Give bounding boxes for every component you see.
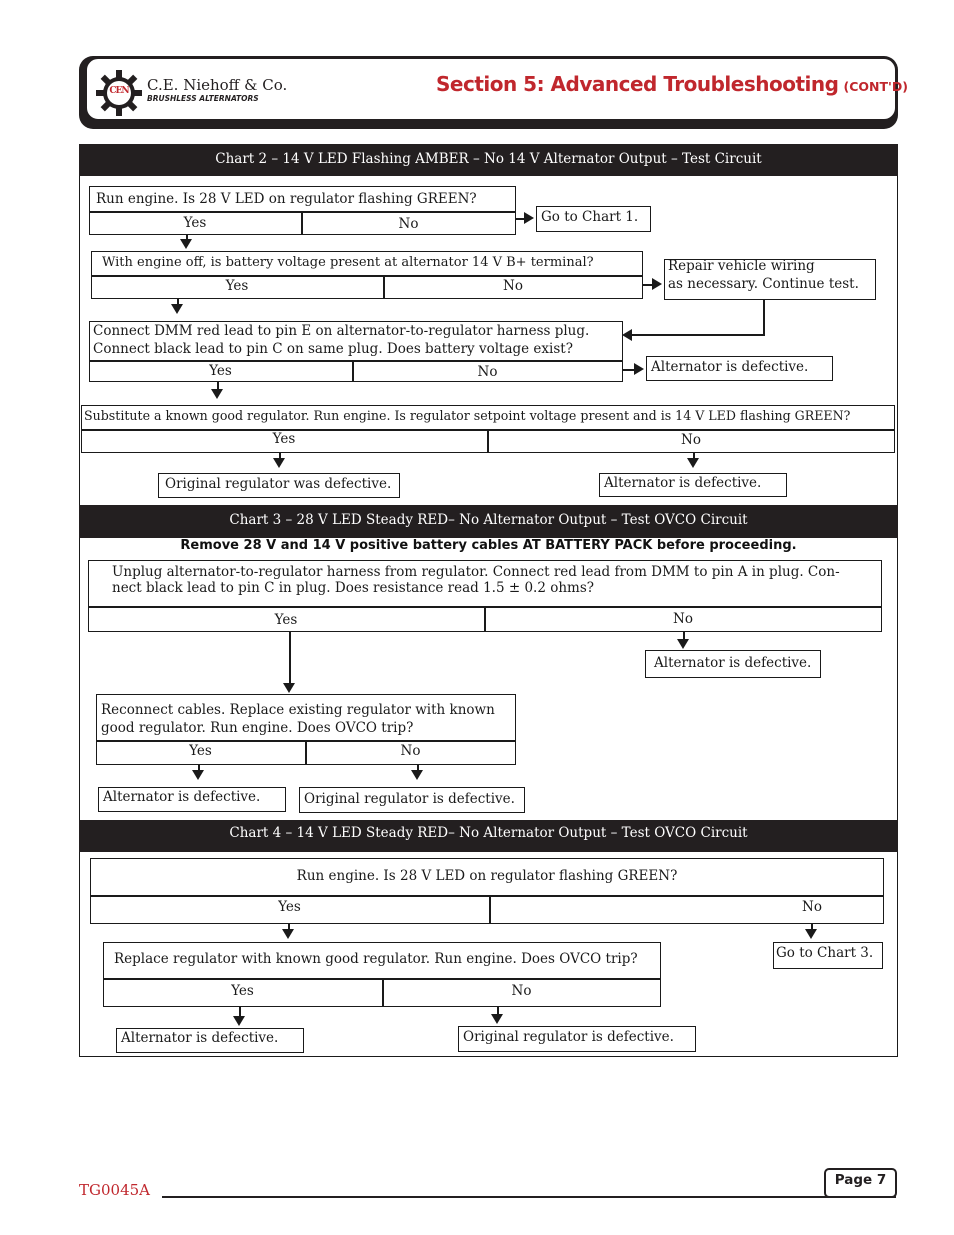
chart3-q1-line1: Unplug alternator-to-regulator harness from regulator. Connect red lead from DMM to pin A in plug. Con- (112, 564, 840, 580)
chart2-q1-yes: Yes (183, 215, 207, 231)
chart3-title: Chart 3 – 28 V LED Steady RED– No Alternator Output – Test OVCO Circuit (79, 505, 898, 538)
chart2-q4-yes: Yes (272, 431, 296, 447)
chart3-alt-defective-2-text: Alternator is defective. (103, 789, 261, 805)
chart4-q1-yes: Yes (278, 899, 301, 915)
chart2-alt-defective-2-text: Alternator is defective. (604, 475, 762, 491)
chart2-q2-yes: Yes (225, 278, 249, 294)
section-suffix: (CONT'D) (843, 79, 908, 94)
chart2-repair-line2: as necessary. Continue test. (668, 276, 859, 292)
page-number: Page 7 (834, 1172, 887, 1188)
chart3-q1-no: No (673, 611, 693, 627)
logo-letters: CEN (109, 86, 129, 96)
chart3-q2-yes: Yes (189, 743, 212, 759)
section-title-wrap (436, 72, 908, 96)
chart3-q2-no: No (400, 743, 421, 759)
chart2-q3-yes: Yes (209, 363, 232, 379)
chart4-q1-text: Run engine. Is 28 V LED on regulator flashing GREEN? (296, 868, 678, 884)
company-tagline: BRUSHLESS ALTERNATORS (147, 94, 259, 103)
chart2-repair-line1: Repair vehicle wiring (668, 258, 815, 274)
chart4-q2-text: Replace regulator with known good regulator. Run engine. Does OVCO trip? (114, 951, 638, 967)
chart2-q1-no: No (398, 216, 419, 232)
chart2-q2-no: No (503, 278, 523, 294)
chart4-orig-reg-text: Original regulator is defective. (463, 1029, 674, 1045)
chart4-frame (79, 820, 898, 1057)
chart3-orig-reg-text: Original regulator is defective. (304, 791, 515, 807)
chart2-q4-no: No (681, 432, 701, 448)
doc-id: TG0045A (79, 1181, 150, 1199)
chart4-q2-yes: Yes (231, 983, 254, 999)
chart2-q3-no: No (477, 364, 498, 380)
chart2-q2-text: With engine off, is battery voltage present at alternator 14 V B+ terminal? (102, 255, 594, 270)
chart3-q2-line2: good regulator. Run engine. Does OVCO trip? (101, 720, 414, 736)
chart2-alt-defective-1-text: Alternator is defective. (651, 359, 809, 375)
chart4-q1-no: No (802, 899, 822, 915)
chart2-goto-chart1-text: Go to Chart 1. (541, 209, 639, 225)
chart2-q1-text: Run engine. Is 28 V LED on regulator flashing GREEN? (96, 191, 477, 207)
section-title: Section 5: Advanced Troubleshooting (436, 72, 839, 96)
chart4-title: Chart 4 – 14 V LED Steady RED– No Alternator Output – Test OVCO Circuit (79, 820, 898, 852)
chart3-q1-yes: Yes (274, 612, 298, 628)
chart4-alt-defective-text: Alternator is defective. (121, 1030, 279, 1046)
company-name: C.E. Niehoff & Co. (147, 76, 288, 94)
chart4-q2-no: No (511, 983, 532, 999)
chart3-alt-defective-1-text: Alternator is defective. (654, 655, 812, 671)
chart2-orig-reg-was-text: Original regulator was defective. (165, 476, 392, 492)
chart4-goto-chart3-text: Go to Chart 3. (776, 945, 874, 961)
chart3-q1-line2: nect black lead to pin C in plug. Does resistance read 1.5 ± 0.2 ohms? (112, 580, 595, 596)
chart3-note: Remove 28 V and 14 V positive battery cables AT BATTERY PACK before proceeding. (180, 538, 797, 553)
company-logo (96, 70, 142, 116)
footer-rule (162, 1196, 896, 1198)
chart3-q2-line1: Reconnect cables. Replace existing regulator with known (101, 702, 495, 718)
chart2-title: Chart 2 – 14 V LED Flashing AMBER – No 14 V Alternator Output – Test Circuit (79, 144, 898, 176)
chart2-q3-line2: Connect black lead to pin C on same plug. Does battery voltage exist? (93, 341, 573, 357)
chart2-q4-text: Substitute a known good regulator. Run engine. Is regulator setpoint voltage present and is 14 V LED flashing GREEN? (84, 408, 851, 423)
chart2-q3-line1: Connect DMM red lead to pin E on alternator-to-regulator harness plug. (93, 323, 590, 339)
